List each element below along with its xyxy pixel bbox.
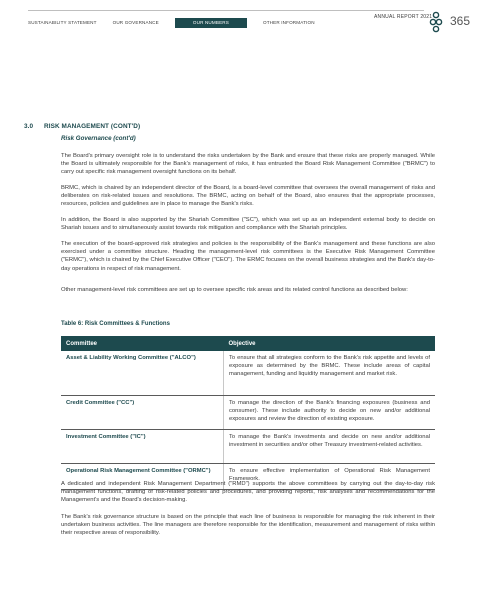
section-tabs	[28, 18, 323, 28]
risk-committees-table	[61, 336, 435, 490]
paragraph-other-committees: Other management-level risk committees are set up to oversee specific risk areas and its related control functions as described below:	[61, 287, 408, 293]
committee-name: Operational Risk Management Committee ("ORMC")	[61, 463, 224, 489]
committee-name: Investment Committee ("IC")	[61, 429, 224, 463]
committee-objective: To ensure effective implementation of Operational Risk Management Framework.	[224, 463, 436, 489]
subheading: Risk Governance (cont'd)	[61, 135, 136, 142]
table-row	[61, 351, 435, 395]
page-number: 365	[450, 14, 471, 28]
table-header-row	[61, 336, 435, 351]
paragraph-board-oversight: The Board's primary oversight role is to understand the risks undertaken by the Bank and ensure that these risks are properly managed. While the Board is ultimately responsible for the Bank's management of risks, it has entrusted the Board Risk Management Committee ("BRMC") to carry out specific risk management oversight functions on its behalf.	[61, 153, 435, 176]
column-header-committee: Committee	[61, 336, 224, 351]
committee-objective: To manage the direction of the Bank's financing exposures (business and consumer). These include authority to decide on new and/or additional exposures and review the direction of existing exposure.	[224, 395, 436, 429]
committee-name: Asset & Liability Working Committee ("ALCO")	[61, 351, 224, 395]
bank-logo-icon	[428, 11, 444, 33]
page-header	[0, 0, 480, 40]
section-title: RISK MANAGEMENT (CONT'D)	[44, 123, 141, 130]
table-row	[61, 429, 435, 463]
section-number: 3.0	[24, 123, 34, 130]
paragraph-risk-governance-structure: The Bank's risk governance structure is based on the principle that each line of business is responsible for managing the risk inherent in their undertaken business activities. The line managers are therefore responsible for the identification, measurement and management of risks within their respective areas of responsibility.	[61, 514, 435, 537]
table-title: Table 6: Risk Committees & Functions	[61, 321, 170, 327]
column-header-objective: Objective	[224, 336, 436, 351]
report-title: ANNUAL REPORT 2021	[374, 14, 433, 20]
paragraph-shariah-committee: In addition, the Board is also supported by the Shariah Committee ("SC"), which was set up as an independent external body to decide on Shariah issues and to simultaneously assist towards risk mitigation and compliance with the Shariah principles.	[61, 217, 435, 232]
committee-objective: To ensure that all strategies conform to the Bank's risk appetite and levels of exposure as determined by the BRMC. These include areas of capital management, funding and liquidity management and market risk.	[224, 351, 436, 395]
tab-sustainability-statement[interactable]: SUSTAINABILITY STATEMENT	[28, 20, 97, 25]
tab-our-numbers[interactable]: OUR NUMBERS	[175, 18, 247, 28]
paragraph-ermc: The execution of the board-approved risk strategies and policies is the responsibility of the Bank's management and these functions are also exercised under a committee structure. Heading the management-level risk committees is the Executive Risk Management Committee ("ERMC"), which is chaired by the Chief Executive Officer ("CEO"). The ERMC focuses on the overall business strategies and the Bank's day-to-day operations in respect of risk management.	[61, 241, 435, 272]
section-heading	[24, 123, 140, 130]
header-rule	[28, 10, 424, 11]
paragraph-brmc: BRMC, which is chaired by an independent director of the Board, is a board-level committee that oversees the overall management of risks and deliberates on risk-related issues and resolutions. The BRMC, acting on behalf of the Board, also ensures that the appropriate processes, resources, policies and guidelines are in place to manage the Bank's risks.	[61, 185, 435, 208]
committee-objective: To manage the Bank's investments and decide on new and/or additional investment in securities and/or other Treasury investment-related activities.	[224, 429, 436, 463]
tab-other-information[interactable]: OTHER INFORMATION	[262, 20, 315, 25]
committee-name: Credit Committee ("CC")	[61, 395, 224, 429]
tab-our-governance[interactable]: OUR GOVERNANCE	[112, 20, 159, 25]
paragraph-rmd: A dedicated and independent Risk Management Department ("RMD") supports the above committees by carrying out the day-to-day risk management functions, drafting of risk-related policies and procedures, and providing reports, risk analyses and recommendations for the Management's and the Board's decision-making.	[61, 481, 435, 504]
table-row	[61, 395, 435, 429]
